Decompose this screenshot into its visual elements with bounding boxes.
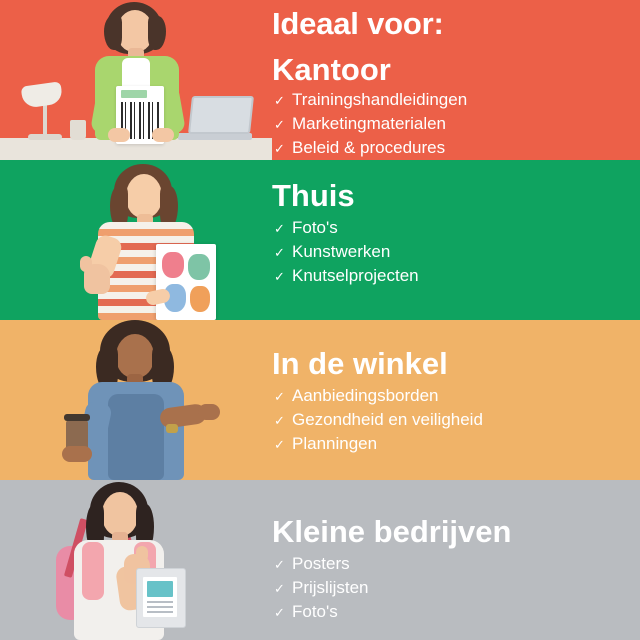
handprint-pink — [162, 252, 184, 278]
check-icon: ✓ — [274, 413, 285, 428]
home-scene-illustration — [0, 160, 272, 320]
band-title-home: Thuis — [272, 178, 355, 213]
coffee-cup-lid — [64, 414, 90, 421]
list-item — [274, 384, 483, 408]
bullet-list-business — [274, 552, 369, 624]
list-item — [274, 576, 369, 600]
list-item — [274, 264, 419, 288]
laptop-base — [178, 133, 252, 140]
band-title-office: Kantoor — [272, 52, 391, 87]
list-item — [274, 240, 419, 264]
check-icon: ✓ — [274, 117, 285, 132]
list-item — [274, 112, 467, 136]
check-icon: ✓ — [274, 269, 285, 284]
desk-lamp-stem — [43, 102, 47, 136]
home-text-block — [272, 160, 632, 320]
business-scene-illustration — [0, 480, 272, 640]
band-title-store: In de winkel — [272, 346, 448, 381]
printed-flyer — [143, 577, 177, 617]
list-item — [274, 408, 483, 432]
handprint-artwork — [156, 244, 216, 320]
apron — [108, 394, 164, 480]
desk-lamp-shade — [21, 81, 64, 108]
flyer-photo — [147, 581, 173, 597]
list-item — [274, 88, 467, 112]
bullet-label: Beleid & procedures — [292, 138, 446, 157]
list-item — [274, 136, 467, 160]
check-icon: ✓ — [274, 557, 285, 572]
wristwatch — [166, 424, 178, 433]
bullet-label: Trainingshandleidingen — [292, 90, 468, 109]
page-title: Ideaal voor: — [272, 6, 444, 41]
hand-left — [108, 128, 130, 142]
face — [102, 492, 138, 536]
list-item — [274, 216, 419, 240]
office-scene-illustration — [0, 0, 272, 160]
face — [126, 174, 162, 218]
store-scene-illustration — [0, 320, 272, 480]
band-home — [0, 160, 640, 320]
pointing-hand — [198, 404, 220, 420]
bullet-label: Posters — [292, 554, 350, 573]
bullet-label: Planningen — [292, 434, 378, 453]
list-item — [274, 552, 369, 576]
pen-cup — [70, 120, 86, 140]
thumb — [136, 546, 148, 562]
flyer-text-lines — [147, 601, 173, 613]
check-icon: ✓ — [274, 141, 285, 156]
tote-bag — [136, 568, 186, 628]
bullet-label: Marketingmaterialen — [292, 114, 447, 133]
laptop-screen — [188, 96, 254, 134]
business-text-block — [272, 480, 632, 640]
check-icon: ✓ — [274, 221, 285, 236]
check-icon: ✓ — [274, 389, 285, 404]
hand-holding-cup — [62, 446, 92, 462]
bullet-label: Prijslijsten — [292, 578, 369, 597]
bullet-label: Foto's — [292, 602, 338, 621]
pink-collar-left — [82, 542, 104, 600]
store-text-block — [272, 320, 632, 480]
hand-right — [152, 128, 174, 142]
hair-side-right — [148, 16, 166, 50]
list-item — [274, 600, 369, 624]
bullet-label: Aanbiedingsborden — [292, 386, 439, 405]
check-icon: ✓ — [274, 581, 285, 596]
bullet-list-store — [274, 384, 483, 456]
bullet-list-home — [274, 216, 419, 288]
bullet-label: Knutselprojecten — [292, 266, 419, 285]
office-text-block — [272, 0, 632, 160]
band-business — [0, 480, 640, 640]
check-icon: ✓ — [274, 245, 285, 260]
bullet-list-office — [274, 88, 467, 160]
thumb — [80, 256, 92, 272]
hair-side-left — [104, 16, 122, 50]
bullet-label: Foto's — [292, 218, 338, 237]
band-office — [0, 0, 640, 160]
handprint-green — [188, 254, 210, 280]
handprint-orange — [190, 286, 210, 312]
list-item — [274, 432, 483, 456]
sheet-logo — [121, 90, 147, 98]
bullet-label: Gezondheid en veiligheid — [292, 410, 483, 429]
check-icon: ✓ — [274, 605, 285, 620]
check-icon: ✓ — [274, 93, 285, 108]
band-title-business: Kleine bedrijven — [272, 514, 512, 549]
face — [116, 334, 154, 378]
check-icon: ✓ — [274, 437, 285, 452]
bullet-label: Kunstwerken — [292, 242, 391, 261]
band-store — [0, 320, 640, 480]
